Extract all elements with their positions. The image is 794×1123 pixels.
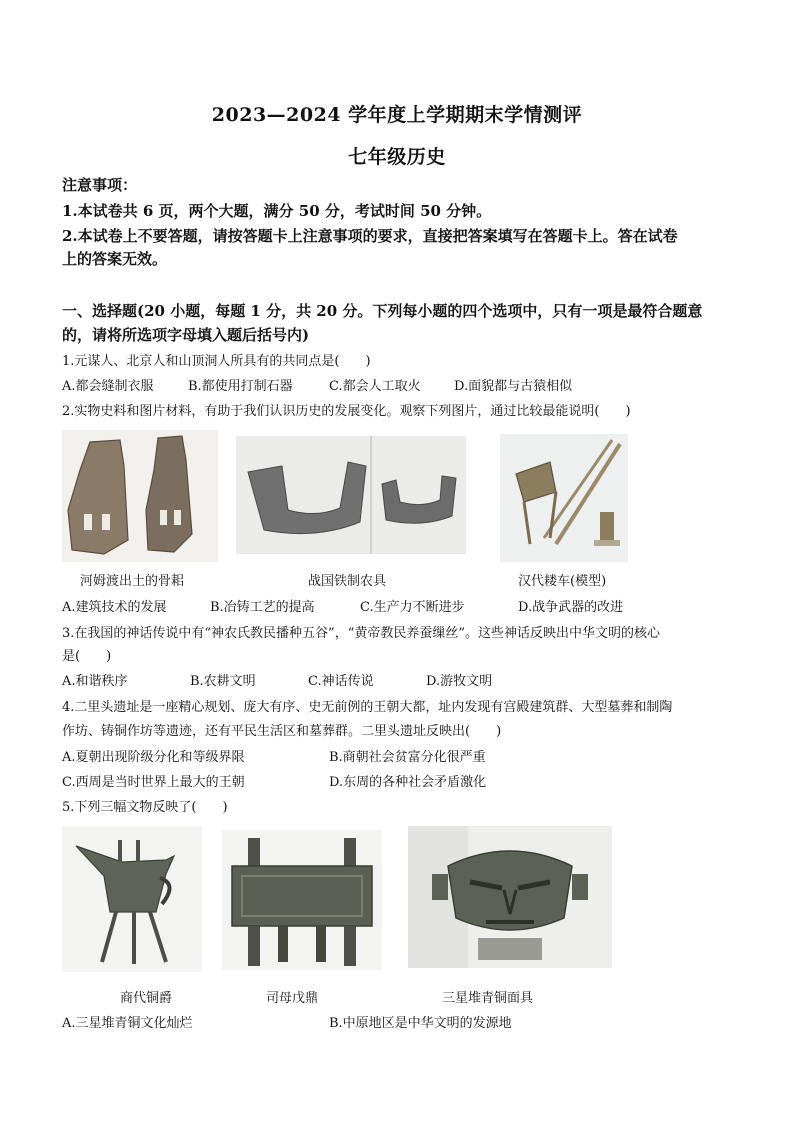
- simuwu-ding-photo: [222, 830, 382, 970]
- notice-heading: 注意事项：: [62, 176, 138, 194]
- bronze-jue-photo: [62, 826, 202, 972]
- iron-tools-photo: [236, 436, 466, 554]
- question-2-option-a: A.建筑技术的发展: [62, 600, 167, 615]
- question-3-option-b: B.农耕文明: [190, 674, 256, 689]
- question-3-option-a: A.和谐秩序: [62, 674, 128, 689]
- seed-drill-caption: 汉代耧车(模型): [518, 574, 607, 589]
- question-4-stem-line-2: 作坊、铸铜作坊等遗迹，还有平民生活区和墓葬群。二里头遗址反映出( ): [62, 724, 502, 739]
- question-2-option-c: C.生产力不断进步: [360, 600, 465, 615]
- question-3-stem-line-2: 是( ): [62, 649, 112, 664]
- question-5-stem: 5.下列三幅文物反映了( ): [62, 800, 228, 815]
- question-4-stem-line-1: 4.二里头遗址是一座精心规划、庞大有序、史无前例的王朝大都，址内发现有宫殿建筑群、大型墓葬和制陶: [62, 700, 673, 715]
- question-5-option-a: A.三星堆青铜文化灿烂: [62, 1016, 193, 1031]
- question-1-option-c: C.都会人工取火: [329, 379, 421, 394]
- question-2-option-b: B.冶铸工艺的提高: [210, 600, 315, 615]
- sanxingdui-mask-photo: [408, 826, 612, 968]
- exam-title: 2023—2024 学年度上学期期末学情测评: [211, 104, 583, 126]
- notice-item-2-line-1: 2.本试卷上不要答题，请按答题卡上注意事项的要求，直接把答案填写在答题卡上。答在试卷: [62, 227, 678, 245]
- question-4-option-d: D.东周的各种社会矛盾激化: [329, 775, 487, 790]
- iron-tools-caption: 战国铁制农具: [308, 574, 387, 589]
- question-1-option-d: D.面貌都与古猿相似: [454, 379, 573, 394]
- section-heading-line-2: 的，请将所选项字母填入题后括号内): [62, 326, 310, 344]
- question-2-option-d: D.战争武器的改进: [518, 600, 624, 615]
- notice-item-2-line-2: 上的答案无效。: [62, 250, 168, 268]
- question-4-option-c: C.西周是当时世界上最大的王朝: [62, 775, 245, 790]
- question-5-option-b: B.中原地区是中华文明的发源地: [329, 1016, 512, 1031]
- question-1-option-a: A.都会缝制衣服: [62, 379, 154, 394]
- notice-item-1: 1.本试卷共 6 页，两个大题，满分 50 分，考试时间 50 分钟。: [62, 202, 492, 220]
- question-1-option-b: B.都使用打制石器: [188, 379, 293, 394]
- simuwu-ding-caption: 司母戊鼎: [266, 991, 319, 1006]
- question-3-option-c: C.神话传说: [308, 674, 374, 689]
- question-4-option-a: A.夏朝出现阶级分化和等级界限: [62, 750, 245, 765]
- bone-spade-caption: 河姆渡出土的骨耜: [80, 574, 185, 589]
- question-3-option-d: D.游牧文明: [426, 674, 493, 689]
- seed-drill-model-photo: [500, 434, 628, 562]
- section-heading-line-1: 一、选择题(20 小题，每题 1 分，共 20 分。下列每小题的四个选项中，只有一项是最符合题意: [62, 302, 703, 320]
- bronze-jue-caption: 商代铜爵: [120, 991, 173, 1006]
- question-2-stem: 2.实物史料和图片材料，有助于我们认识历史的发展变化。观察下列图片，通过比较最能说明( ): [62, 404, 631, 419]
- sanxingdui-mask-caption: 三星堆青铜面具: [442, 991, 534, 1006]
- bone-spade-photo: [62, 430, 218, 562]
- exam-subtitle: 七年级历史: [348, 146, 446, 168]
- question-3-stem-line-1: 3.在我国的神话传说中有“神农氏教民播种五谷”，“黄帝教民养蚕缫丝”。这些神话反映出中华文明的核心: [62, 626, 660, 641]
- question-1-stem: 1.元谋人、北京人和山顶洞人所具有的共同点是( ): [62, 354, 371, 369]
- question-4-option-b: B.商朝社会贫富分化很严重: [329, 750, 486, 765]
